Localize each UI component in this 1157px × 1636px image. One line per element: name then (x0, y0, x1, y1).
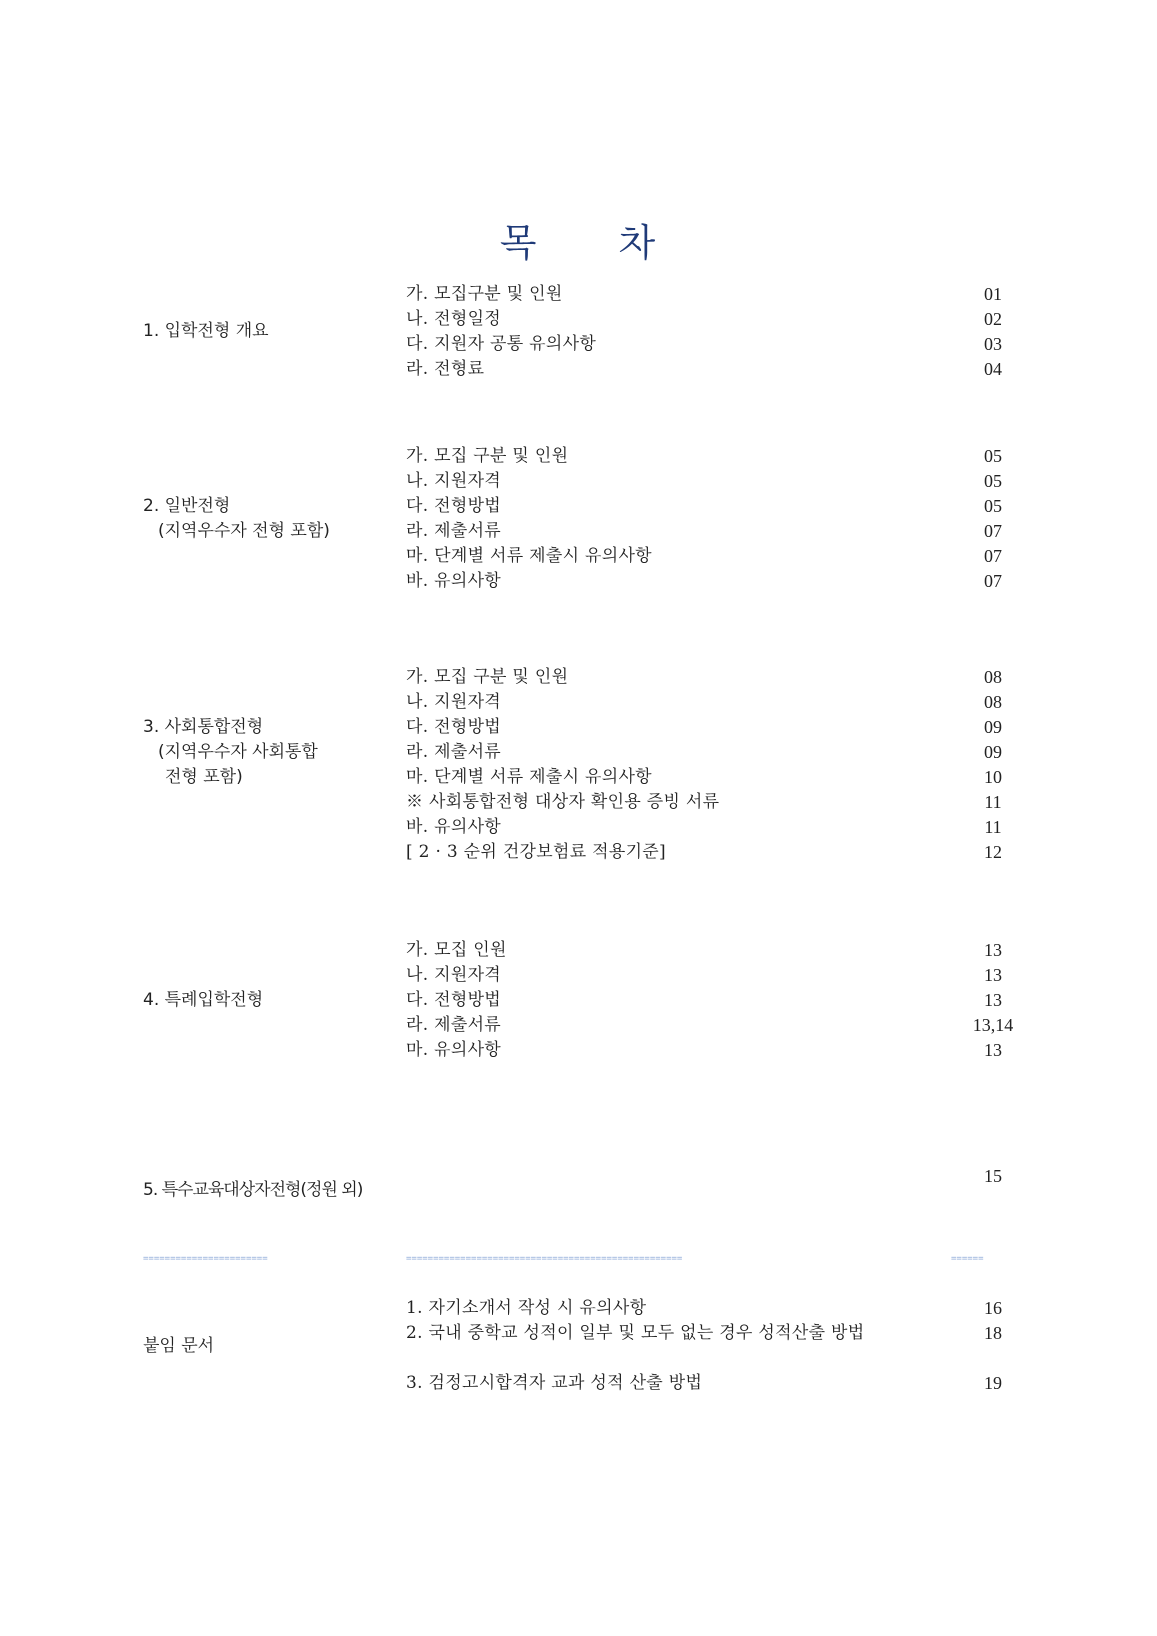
toc-item[interactable] (406, 282, 1026, 307)
toc-item-text: 나. 지원자격 (406, 471, 502, 491)
toc-item[interactable] (406, 740, 1026, 765)
toc-item-page: 07 (984, 546, 1002, 566)
section-label (143, 1178, 362, 1203)
toc-items (406, 665, 1026, 865)
toc-items (406, 282, 1026, 382)
toc-item-page: 15 (984, 1166, 1002, 1186)
toc-item-text: 마. 단계별 서류 제출시 유의사항 (406, 767, 652, 787)
separator-right: ====== (951, 1254, 984, 1264)
appendix-item-text: 1. 자기소개서 작성 시 유의사항 (406, 1298, 647, 1318)
section-label-line: 전형 포함) (165, 767, 243, 787)
toc-item-text: [ 2 · 3 순위 건강보험료 적용기준] (406, 842, 666, 862)
toc-item-text: 가. 모집 구분 및 인원 (406, 446, 569, 466)
appendix-item[interactable] (406, 1296, 1026, 1321)
title-char-1: 목 (499, 221, 539, 265)
toc-item-text: 다. 지원자 공통 유의사항 (406, 334, 597, 354)
appendix-item-text: 2. 국내 중학교 성적이 일부 및 모두 없는 경우 성적산출 방법 (406, 1323, 865, 1343)
page-title (0, 212, 1157, 267)
section-label (143, 494, 330, 544)
toc-item-page: 04 (984, 359, 1002, 379)
toc-item-text: 나. 전형일정 (406, 309, 502, 329)
toc-item[interactable] (406, 307, 1026, 332)
toc-items (406, 444, 1026, 594)
toc-item-page: 05 (984, 446, 1002, 466)
toc-item-text: 마. 단계별 서류 제출시 유의사항 (406, 546, 652, 566)
toc-item-page: 11 (984, 792, 1002, 812)
toc-item-page: 05 (984, 471, 1002, 491)
toc-item[interactable] (406, 963, 1026, 988)
toc-item-page: 13 (984, 990, 1002, 1010)
toc-item-text: 마. 유의사항 (406, 1040, 502, 1060)
toc-item-page: 10 (984, 767, 1002, 787)
title-char-2: 차 (618, 221, 658, 265)
toc-item-text: 라. 제출서류 (406, 1015, 502, 1035)
toc-item-page: 03 (984, 334, 1002, 354)
separator-left: ======================= (143, 1254, 268, 1264)
toc-item[interactable] (406, 938, 1026, 963)
toc-item-page: 09 (984, 742, 1002, 762)
toc-items (406, 938, 1026, 1063)
toc-item[interactable] (406, 332, 1026, 357)
toc-item-text: 라. 제출서류 (406, 521, 502, 541)
toc-item-text: 라. 전형료 (406, 359, 485, 379)
toc-item[interactable] (406, 988, 1026, 1013)
toc-item-page: 13 (984, 965, 1002, 985)
section-label (143, 988, 263, 1013)
toc-item-text: 나. 지원자격 (406, 692, 502, 712)
toc-item-page: 08 (984, 667, 1002, 687)
section-label-line: (지역우수자 전형 포함) (158, 521, 330, 541)
toc-item-text: 나. 지원자격 (406, 965, 502, 985)
toc-item-text: 다. 전형방법 (406, 496, 502, 516)
toc-item-page: 13,14 (972, 1015, 1014, 1035)
appendix-item-page: 16 (984, 1298, 1002, 1318)
toc-item[interactable] (406, 1013, 1026, 1038)
toc-item[interactable] (406, 790, 1026, 815)
separator-middle: =================================================== (406, 1254, 683, 1264)
toc-item-page: 07 (984, 571, 1002, 591)
section-label (143, 319, 269, 344)
toc-item[interactable] (406, 494, 1026, 519)
toc-item[interactable] (406, 519, 1026, 544)
toc-item-page: 01 (984, 284, 1002, 304)
toc-item-page: 08 (984, 692, 1002, 712)
appendix-item-page: 18 (984, 1323, 1002, 1343)
toc-item-text: 라. 제출서류 (406, 742, 502, 762)
toc-item-page: 13 (984, 940, 1002, 960)
toc-item-text: 바. 유의사항 (406, 817, 502, 837)
toc-item-text: 가. 모집 구분 및 인원 (406, 667, 569, 687)
toc-item-page: 07 (984, 521, 1002, 541)
toc-item[interactable] (406, 544, 1026, 569)
toc-item[interactable] (406, 715, 1026, 740)
toc-item-text: ※ 사회통합전형 대상자 확인용 증빙 서류 (406, 792, 720, 812)
toc-item-page: 05 (984, 496, 1002, 516)
toc-item-text: 다. 전형방법 (406, 990, 502, 1010)
toc-item-text: 다. 전형방법 (406, 717, 502, 737)
toc-item[interactable] (406, 1038, 1026, 1063)
toc-item-page: 13 (984, 1040, 1002, 1060)
toc-item[interactable] (406, 569, 1026, 594)
toc-item-text: 바. 유의사항 (406, 571, 502, 591)
appendix-item[interactable] (406, 1321, 1026, 1371)
toc-item-page: 02 (984, 309, 1002, 329)
toc-item[interactable] (406, 765, 1026, 790)
section-label-line: 4. 특례입학전형 (143, 990, 264, 1010)
section-label-line: (지역우수자 사회통합 (158, 742, 318, 762)
section-label-line: 1. 입학전형 개요 (143, 321, 269, 341)
toc-item[interactable] (406, 690, 1026, 715)
section-label-line: 3. 사회통합전형 (143, 717, 264, 737)
toc-item[interactable] (406, 469, 1026, 494)
toc-item[interactable] (406, 815, 1026, 840)
toc-item-text: 가. 모집 인원 (406, 940, 507, 960)
toc-item-text: 가. 모집구분 및 인원 (406, 284, 563, 304)
appendix-item[interactable] (406, 1371, 1026, 1396)
toc-item[interactable] (406, 444, 1026, 469)
toc-item-page: 11 (984, 817, 1002, 837)
toc-item-page: 12 (984, 842, 1002, 862)
section-label (143, 715, 318, 790)
toc-item[interactable] (406, 665, 1026, 690)
appendix-item-text: 3. 검정고시합격자 교과 성적 산출 방법 (406, 1373, 703, 1393)
toc-item-page: 09 (984, 717, 1002, 737)
appendix-label: 붙임 문서 (143, 1336, 215, 1356)
appendix-items (406, 1296, 1026, 1396)
toc-item[interactable] (406, 357, 1026, 382)
toc-item[interactable] (406, 840, 1026, 865)
section-label-line: 5. 특수교육대상자전형(정원 외) (143, 1180, 363, 1200)
appendix-item-page: 19 (984, 1373, 1002, 1393)
section-label-line: 2. 일반전형 (143, 496, 231, 516)
